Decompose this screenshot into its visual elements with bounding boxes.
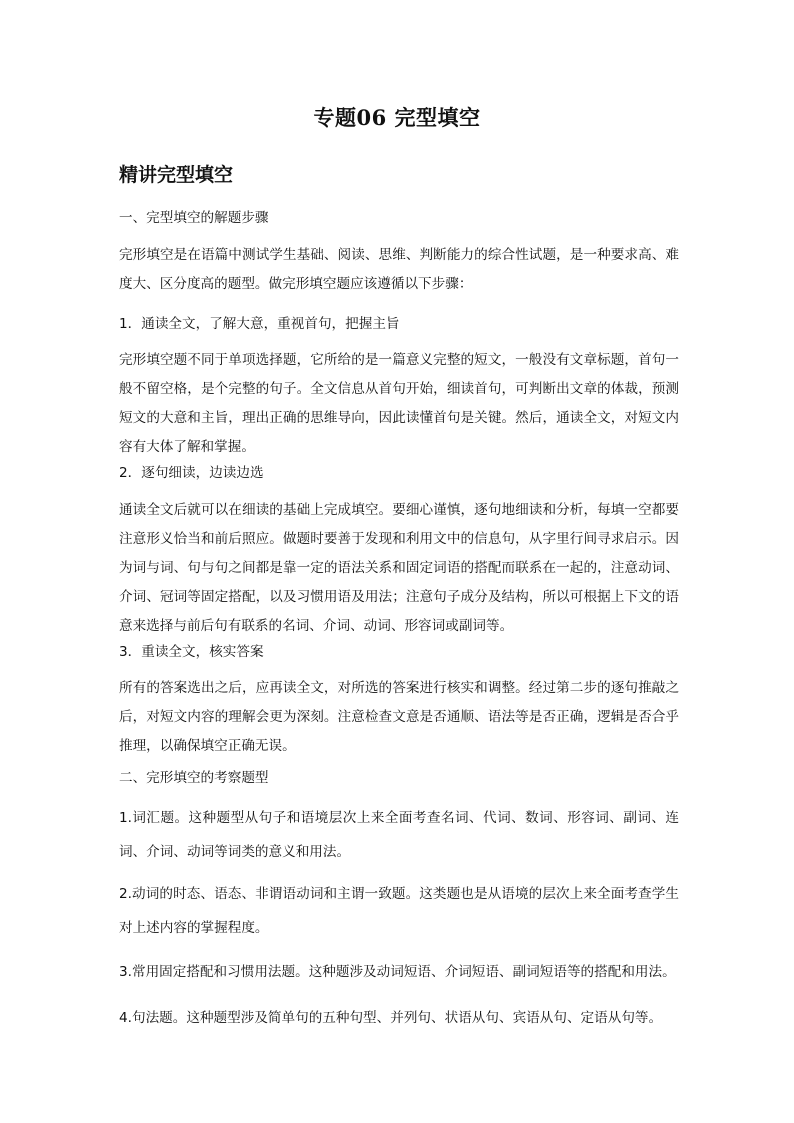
question-type-2: 2.动词的时态、语态、非谓语动词和主谓一致题。这类题也是从语境的层次上来全面考查学生对上述内容的掌握程度。 (119, 886, 679, 936)
part1-heading: 一、完型填空的解题步骤 (119, 210, 269, 226)
question-type-1: 1.词汇题。这种题型从句子和语境层次上来全面考查名词、代词、数词、形容词、副词、连词、介词、动词等词类的意义和用法。 (119, 810, 679, 860)
step3-paragraph: 所有的答案选出之后，应再读全文，对所选的答案进行核实和调整。经过第二步的逐句推敲之后，对短文内容的理解会更为深刻。注意检查文意是否通顺、语法等是否正确，逻辑是否合乎推理，以确保填空正确无误。 (119, 680, 679, 754)
step2-heading: 2．逐句细读，边读边选 (119, 465, 264, 481)
intro-paragraph: 完形填空是在语篇中测试学生基础、阅读、思维、判断能力的综合性试题，是一种要求高、难度大、区分度高的题型。做完形填空题应该遵循以下步骤： (119, 247, 679, 292)
section-heading: 精讲完型填空 (119, 164, 234, 186)
question-type-4: 4.句法题。这种题型涉及简单句的五种句型、并列句、状语从句、宾语从句、定语从句等。 (119, 1010, 663, 1026)
step2-paragraph: 通读全文后就可以在细读的基础上完成填空。要细心谨慎，逐句地细读和分析，每填一空都要注意形义恰当和前后照应。做题时要善于发现和利用文中的信息句，从字里行间寻求启示。因为词与词、句与句之间都是靠一定的语法关系和固定词语的搭配而联系在一起的，注意动词、介词、冠词等固定搭配，以及习惯用语及用法；注意句子成分及结构，所以可根据上下文的语意来选择与前后句有联系的名词、介词、动词、形容词或副词等。 (119, 502, 679, 634)
part2-heading: 二、完形填空的考察题型 (119, 770, 269, 786)
step1-paragraph: 完形填空题不同于单项选择题，它所给的是一篇意义完整的短文，一般没有文章标题，首句一般不留空格，是个完整的句子。全文信息从首句开始，细读首句，可判断出文章的体裁，预测短文的大意和主旨，理出正确的思维导向，因此读懂首句是关键。然后，通读全文，对短文内容有大体了解和掌握。 (119, 352, 679, 455)
question-type-3: 3.常用固定搭配和习惯用法题。这种题涉及动词短语、介词短语、副词短语等的搭配和用法。 (119, 964, 676, 980)
document-title: 专题06 完型填空 (313, 105, 481, 130)
step3-heading: 3．重读全文，核实答案 (119, 644, 264, 660)
step1-heading: 1．通读全文，了解大意，重视首句，把握主旨 (119, 316, 400, 332)
